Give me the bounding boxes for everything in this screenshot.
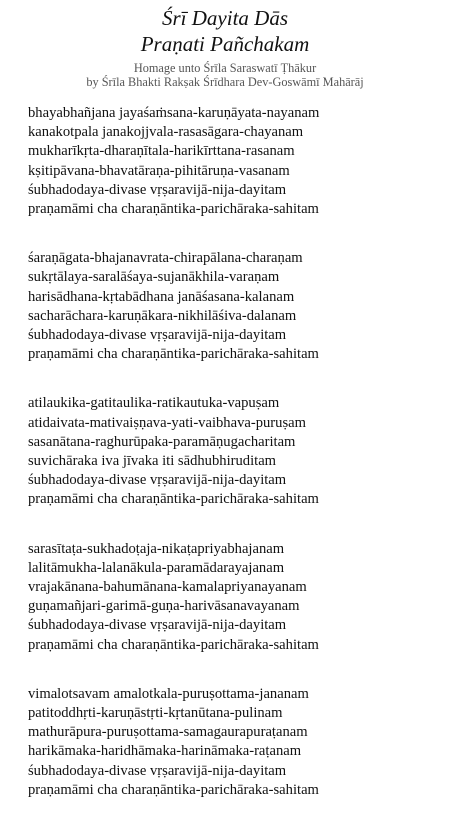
verse-line: patitoddhṛti-karuṇāstṛti-kṛtanūtana-pulinam [28,705,283,722]
verse-line: harikāmaka-haridhāmaka-harināmaka-raṭanam [28,743,302,760]
verse-line: bhayabhañjana jayaśaṁsana-karuṇāyata-nayanam [28,105,320,121]
refrain-line: śubhadodaya-divase vṛṣaravijā-nija-dayitam [28,472,287,489]
verse-line: kṣitipāvana-bhavatāraṇa-pihitāruṇa-vasanam [28,162,290,179]
page-title-line-2: Praṇati Pañchakam [140,32,310,56]
verse-line: sasanātana-raghurūpaka-paramāṇugacharitam [28,433,296,450]
verse-line: sacharāchara-karuṇākara-nikhilāśiva-dalanam [28,307,297,324]
verse-line: vimalotsavam amalotkala-puruṣottama-jananam [28,685,309,702]
refrain-line: praṇamāmi cha charaṇāntika-parichāraka-sahitam [28,636,319,653]
verse-line: harisādhana-kṛtabādhana janāśasana-kalanam [28,288,295,305]
verse-line: suvichāraka iva jīvaka iti sādhubhiruditam [28,453,277,470]
refrain-line: praṇamāmi cha charaṇāntika-parichāraka-sahitam [28,201,319,218]
verse-line: vrajakānana-bahumānana-kamalapriyanayanam [28,579,307,596]
page-subtitle [0,61,450,89]
refrain-line: praṇamāmi cha charaṇāntika-parichāraka-sahitam [28,491,319,508]
verse-line: guṇamañjari-garimā-guṇa-harivāsanavayanam [28,598,300,615]
verse-line: mukharīkṛta-dharaṇītala-harikīrttana-rasanam [28,143,295,160]
verse-line: lalitāmukha-lalanākula-paramādarayajanam [28,559,285,576]
verse-3 [28,394,448,509]
verse-line: sukṛtālaya-saralāśaya-sujanākhila-varaṇam [28,269,280,286]
verse-line: mathurāpura-puruṣottama-samagaurapuraṭanam [28,724,308,741]
verse-2 [28,249,448,364]
refrain-line: praṇamāmi cha charaṇāntika-parichāraka-sahitam [28,781,319,798]
verse-4 [28,540,448,655]
verse-list [28,104,448,830]
refrain-line: praṇamāmi cha charaṇāntika-parichāraka-sahitam [28,346,319,363]
verse-line: kanakotpala janakojjvala-rasasāgara-chayanam [28,124,304,141]
verse-1 [28,104,448,219]
verse-line: śaraṇāgata-bhajanavrata-chirapālana-charaṇam [28,250,303,267]
page-title-line-1: Śrī Dayita Dās [162,6,288,30]
refrain-line: śubhadodaya-divase vṛṣaravijā-nija-dayitam [28,762,287,779]
refrain-line: śubhadodaya-divase vṛṣaravijā-nija-dayitam [28,617,287,634]
verse-line: sarasītaṭa-sukhadoṭaja-nikaṭapriyabhajanam [28,540,285,557]
refrain-line: śubhadodaya-divase vṛṣaravijā-nija-dayitam [28,181,287,198]
subtitle-line-2: by Śrīla Bhakti Rakṣak Śrīdhara Dev-Goswāmī Mahārāj [86,75,364,89]
subtitle-line-1: Homage unto Śrīla Saraswatī Ṭhākur [133,61,317,75]
page-header [0,4,450,89]
verse-line: atilaukika-gatitaulika-ratikautuka-vapuṣam [28,395,280,412]
verse-line: atidaivata-mativaiṣṇava-yati-vaibhava-puruṣam [28,414,306,431]
refrain-line: śubhadodaya-divase vṛṣaravijā-nija-dayitam [28,327,287,344]
verse-5 [28,685,448,800]
